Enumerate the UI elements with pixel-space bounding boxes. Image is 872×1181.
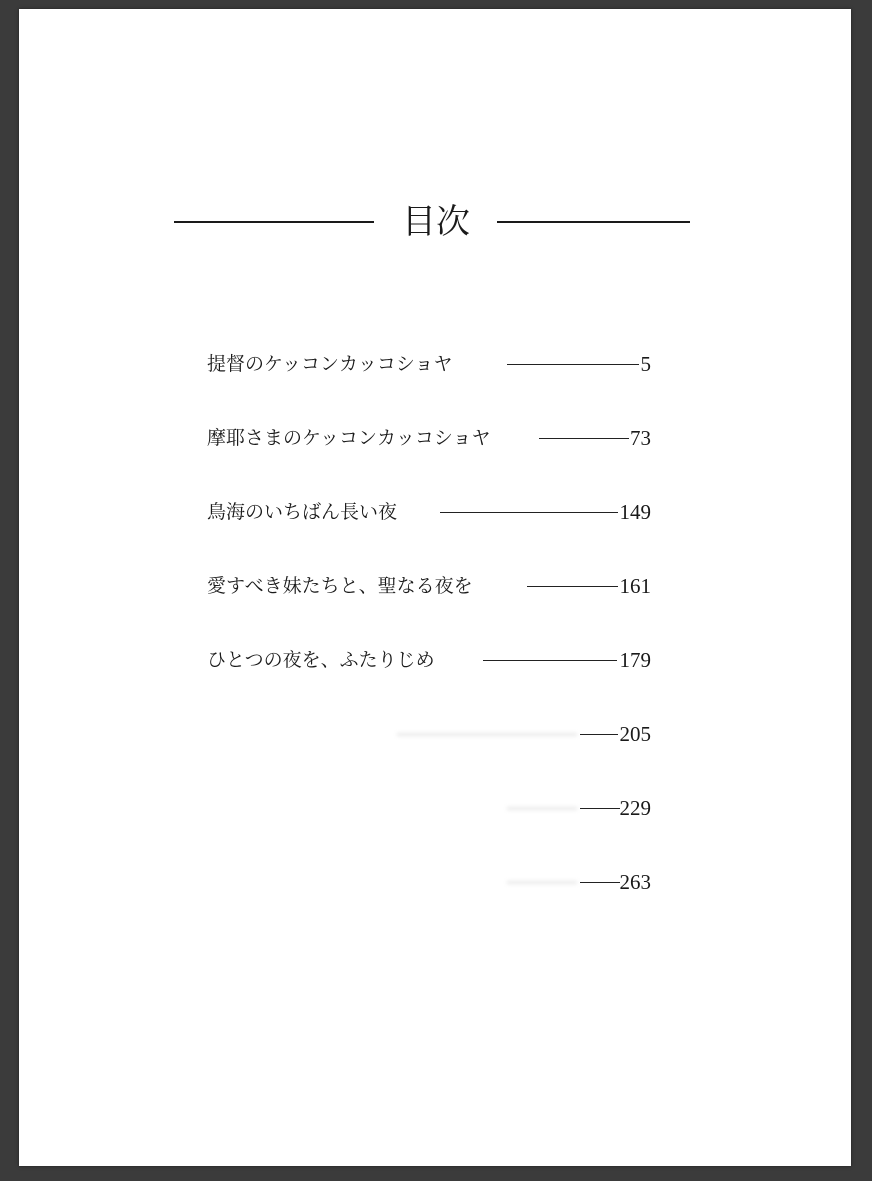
toc-entry-redacted[interactable] [207,793,651,823]
toc-entry-page: 229 [619,796,651,820]
toc-entry-title: ひとつの夜を、ふたりじめ [207,649,435,671]
toc-entry-page: 179 [619,648,651,672]
toc-entry[interactable] [207,349,651,379]
toc-leader [580,808,620,809]
toc-entry-page: 161 [619,574,651,598]
toc-entry-title: 愛すべき妹たちと、聖なる夜を [207,575,473,597]
redacted-leader [507,808,577,809]
toc-entry[interactable] [207,571,651,601]
toc-leader [539,438,629,439]
toc-entry-title: 提督のケッコンカッコショヤ [207,353,453,375]
toc-entry-title: 鳥海のいちばん長い夜 [207,501,398,523]
toc-entry[interactable] [207,645,651,675]
redacted-leader [397,734,577,735]
toc-leader [580,882,620,883]
document-page [19,9,851,1166]
toc-header [19,199,851,249]
redacted-leader [507,882,577,883]
toc-entry-redacted[interactable] [207,867,651,897]
toc-entry-page: 205 [619,722,651,746]
toc-leader [507,364,639,365]
toc-leader [580,734,618,735]
toc-leader [440,512,618,513]
toc-leader [483,660,617,661]
toc-entry-page: 263 [619,870,651,894]
title-rule-right [497,221,690,223]
toc-entry-page: 5 [640,352,651,376]
toc-entry[interactable] [207,497,651,527]
toc-entry-title: 摩耶さまのケッコンカッコショヤ [207,427,491,449]
toc-entry[interactable] [207,423,651,453]
toc-entry-page: 149 [619,500,651,524]
title-rule-left [174,221,374,223]
toc-heading: 目次 [402,202,470,242]
toc-entry-page: 73 [630,426,651,450]
toc-leader [527,586,618,587]
toc-entry-redacted[interactable] [207,719,651,749]
